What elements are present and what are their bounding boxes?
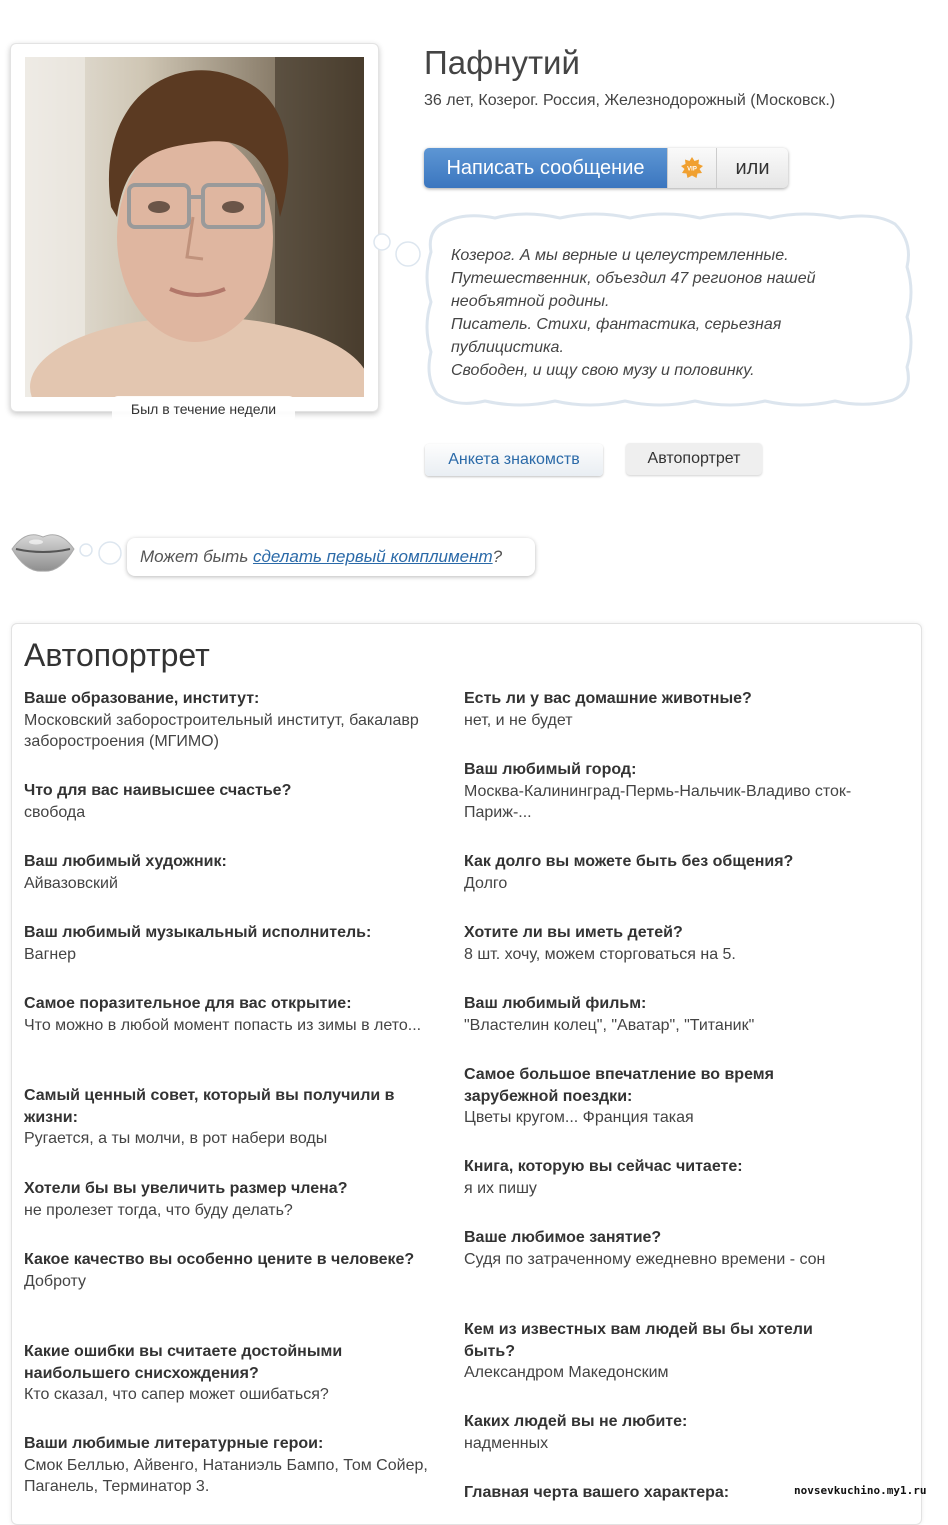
qa-item — [24, 780, 434, 823]
qa-item — [464, 1319, 864, 1384]
qa-item — [24, 1085, 434, 1150]
tab-self-portrait[interactable]: Автопортрет — [626, 443, 762, 475]
answer: я их пишу — [464, 1179, 537, 1197]
answer: надменных — [464, 1434, 549, 1452]
qa-item — [24, 1341, 434, 1406]
about-line: необъятной родины. — [451, 293, 610, 310]
question: Самый ценный совет, который вы получили в жизни: — [24, 1087, 395, 1126]
answer: Айвазовский — [24, 874, 118, 892]
qa-item — [24, 688, 434, 753]
question: Что для вас наивысшее счастье? — [24, 782, 292, 799]
answer: Кто сказал, что сапер может ошибаться? — [24, 1386, 329, 1403]
question: Ваше любимое занятие? — [464, 1229, 662, 1246]
qa-item — [24, 1249, 434, 1292]
qa-item — [464, 851, 864, 894]
question: Каких людей вы не любите: — [464, 1413, 688, 1430]
answer: не пролезет тогда, что буду делать? — [24, 1201, 293, 1219]
qa-item — [464, 1156, 864, 1199]
thought-bubble-dots — [372, 228, 424, 270]
question: Ваш любимый художник: — [24, 853, 227, 870]
answer: Долго — [464, 874, 508, 892]
compliment-suffix: ? — [492, 547, 503, 566]
about-line: Козерог. А мы верные и целеустремленные. — [451, 247, 789, 264]
vip-badge-text: VIP — [687, 166, 697, 173]
question: Ваш любимый фильм: — [464, 995, 647, 1012]
about-line: Путешественник, объездил 47 регионов нашей — [451, 270, 816, 287]
question: Есть ли у вас домашние животные? — [464, 690, 752, 707]
or-button[interactable]: или — [717, 148, 788, 188]
qa-item — [464, 688, 864, 731]
question: Ваш любимый город: — [464, 761, 637, 778]
qa-item — [24, 922, 434, 965]
question: Книга, которую вы сейчас читаете: — [464, 1158, 743, 1175]
vip-badge-icon — [681, 157, 703, 179]
profile-name: Пафнутий — [424, 44, 580, 81]
tab-survey[interactable]: Анкета знакомств — [425, 444, 603, 476]
question: Ваш любимый музыкальный исполнитель: — [24, 924, 372, 941]
qa-item — [464, 1064, 864, 1129]
about-line: Писатель. Стихи, фантастика, серьезная — [451, 316, 782, 333]
profile-photo-card[interactable] — [10, 43, 379, 417]
qa-item — [24, 1178, 434, 1221]
question: Какие ошибки вы считаете достойными наибольшего снисхождения? — [24, 1343, 343, 1382]
answer: Цветы кругом... Франция такая — [464, 1109, 694, 1126]
question: Ваше образование, институт: — [24, 690, 260, 707]
answer: Московский заборостроительный институт, бакалавр заборостроения (МГИМО) — [24, 711, 419, 750]
answer: Что можно в любой момент попасть из зимы в лето... — [24, 1016, 422, 1034]
profile-actions — [424, 148, 788, 188]
qa-item — [464, 993, 864, 1036]
about-line: публицистика. — [451, 339, 564, 356]
first-compliment-link[interactable]: сделать первый комплимент — [252, 547, 493, 566]
about-line: Свободен, и ищу свою музу и половинку. — [451, 362, 755, 379]
answer: 8 шт. хочу, можем сторговаться на 5. — [464, 945, 736, 963]
answer: Москва-Калининград-Пермь-Нальчик-Владиво сток-Париж-... — [464, 782, 852, 821]
question: Кем из известных вам людей вы бы хотели быть? — [464, 1321, 813, 1360]
answer: Судя по затраченному ежедневно времени - сон — [464, 1250, 826, 1268]
qa-item — [24, 851, 434, 894]
answer: "Властелин колец", "Аватар", "Титаник" — [464, 1016, 755, 1034]
question: Как долго вы можете быть без общения? — [464, 853, 794, 870]
qa-item — [464, 1411, 864, 1454]
compliment-bubble-dots — [78, 538, 126, 568]
compliment-prompt — [127, 538, 535, 576]
answer: Доброту — [24, 1272, 87, 1290]
qa-item — [464, 1227, 864, 1270]
watermark: novsevkuchino.my1.ru — [794, 1484, 927, 1497]
question: Хотите ли вы иметь детей? — [464, 924, 683, 941]
profile-photo[interactable] — [25, 57, 364, 397]
compliment-prefix: Может быть — [140, 547, 253, 566]
about-text — [451, 244, 891, 382]
question: Главная черта вашего характера: — [464, 1484, 730, 1501]
answer: нет, и не будет — [464, 711, 573, 729]
answer: Вагнер — [24, 945, 77, 963]
question: Хотели бы вы увеличить размер члена? — [24, 1180, 348, 1197]
question: Самое поразительное для вас открытие: — [24, 995, 352, 1012]
self-portrait-title: Автопортрет — [24, 637, 210, 673]
question: Какое качество вы особенно цените в человеке? — [24, 1251, 415, 1268]
question: Самое большое впечатление во время зарубежной поездки: — [464, 1066, 774, 1105]
answer: Александром Македонским — [464, 1364, 669, 1381]
qa-item — [464, 922, 864, 965]
lips-icon[interactable] — [10, 521, 76, 577]
vip-button[interactable] — [667, 148, 717, 188]
profile-photo-image — [25, 57, 364, 397]
answer: Ругается, а ты молчи, в рот набери воды — [24, 1130, 328, 1147]
online-status-badge: Был в течение недели — [112, 396, 295, 423]
question: Ваши любимые литературные герои: — [24, 1435, 324, 1452]
answer: Смок Беллью, Айвенго, Натаниэль Бампо, Том Сойер, Паганель, Терминатор 3. — [24, 1456, 428, 1495]
qa-item — [24, 1433, 434, 1498]
profile-details: 36 лет, Козерог. Россия, Железнодорожный (Московск.) — [424, 92, 836, 109]
answer: свобода — [24, 803, 86, 821]
write-message-button[interactable]: Написать сообщение — [424, 148, 667, 188]
qa-item — [24, 993, 434, 1036]
qa-item — [464, 759, 864, 824]
